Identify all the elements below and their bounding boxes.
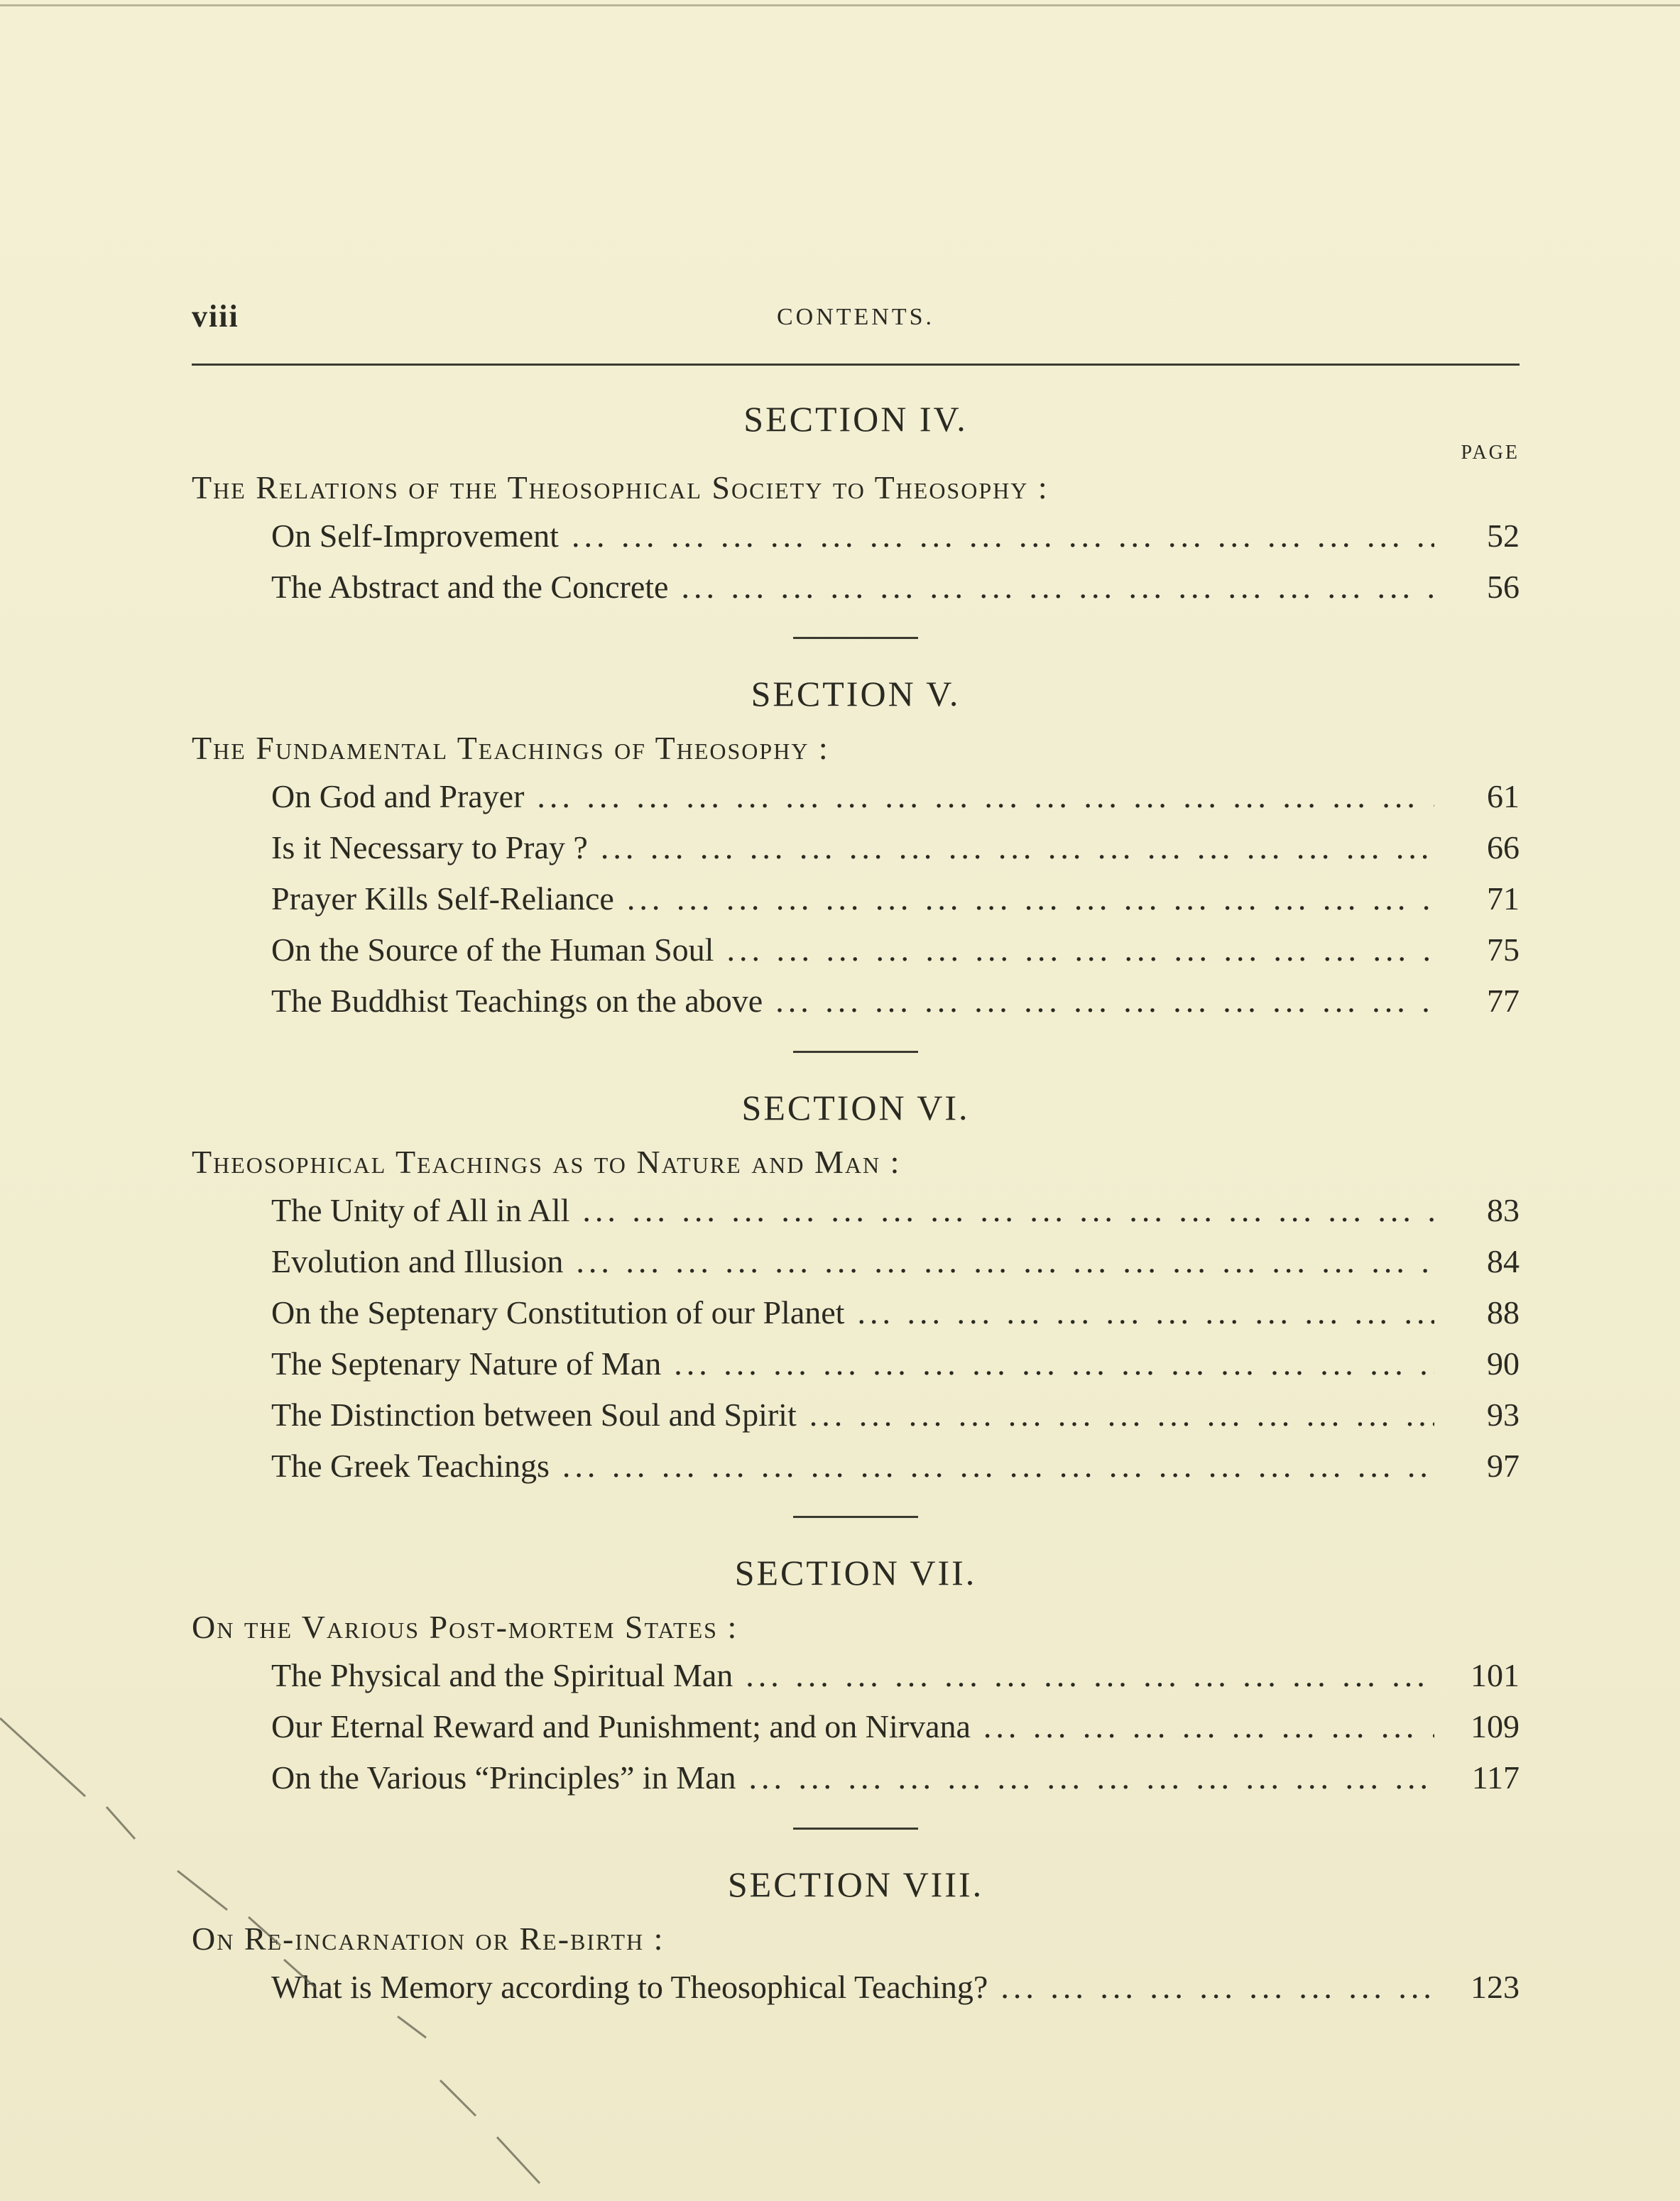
running-title: CONTENTS.	[776, 304, 935, 330]
page-column-label: PAGE	[1461, 442, 1520, 464]
toc-entry-title: The Unity of All in All	[271, 1192, 570, 1228]
section-title: SECTION IV.	[743, 399, 968, 439]
page-folio: viii	[192, 299, 239, 334]
leader-dots	[601, 822, 1434, 873]
toc-entry-title: The Buddhist Teachings on the above	[271, 983, 763, 1019]
leader-dots	[627, 873, 1434, 924]
toc-entry-page: 56	[1487, 569, 1520, 605]
section-title: SECTION V.	[751, 674, 961, 714]
toc-entry-page: 71	[1487, 880, 1520, 917]
toc-entry[interactable]	[192, 1389, 1520, 1441]
toc-entry-page: 88	[1487, 1294, 1520, 1331]
toc-entry-page: 109	[1471, 1708, 1520, 1744]
toc-entry-page: 52	[1487, 518, 1520, 554]
toc-entry-page: 77	[1487, 983, 1520, 1019]
section-separator	[793, 1051, 918, 1053]
section-part-title: On Re-incarnation or Re-birth :	[192, 1921, 665, 1957]
leader-dots	[537, 771, 1434, 822]
toc-entry-page: 61	[1487, 778, 1520, 814]
leader-dots	[775, 976, 1434, 1027]
toc-entry-title: On God and Prayer	[271, 778, 525, 814]
toc-entry-title: The Greek Teachings	[271, 1448, 550, 1484]
toc-entry[interactable]	[192, 510, 1520, 562]
section-title: SECTION VI.	[741, 1088, 970, 1127]
toc-entry-title: On Self-Improvement	[271, 518, 559, 554]
toc-entry[interactable]	[192, 1287, 1520, 1338]
toc-entry[interactable]	[192, 822, 1520, 873]
leader-dots	[809, 1389, 1434, 1441]
toc-entry[interactable]	[192, 1185, 1520, 1236]
toc-entry-page: 66	[1487, 829, 1520, 865]
toc-entry-title: What is Memory according to Theosophical Teaching?	[271, 1969, 988, 2005]
leader-dots	[572, 510, 1434, 562]
toc-entry[interactable]	[192, 873, 1520, 924]
section-part-title: Theosophical Teachings as to Nature and Man :	[192, 1144, 901, 1180]
toc-entry-title: Prayer Kills Self-Reliance	[271, 880, 614, 917]
toc-entry[interactable]	[192, 976, 1520, 1027]
toc-entry-page: 117	[1471, 1759, 1520, 1796]
toc-entry-title: The Septenary Nature of Man	[271, 1345, 662, 1382]
toc-entry[interactable]	[192, 1441, 1520, 1492]
toc-entry-page: 101	[1471, 1657, 1520, 1693]
section-part-title: The Relations of the Theosophical Society to Theosophy :	[192, 469, 1049, 506]
toc-entry[interactable]	[192, 1338, 1520, 1389]
toc-entry-title: The Distinction between Soul and Spirit	[271, 1397, 797, 1433]
section-separator	[793, 637, 918, 639]
page-top-edge	[0, 4, 1680, 6]
toc-entry[interactable]	[192, 562, 1520, 613]
toc-entry[interactable]	[192, 1962, 1520, 2013]
leader-dots	[1000, 1962, 1434, 2013]
toc-entry[interactable]	[192, 1752, 1520, 1803]
toc-entry-page: 83	[1487, 1192, 1520, 1228]
section-part-title: On the Various Post-mortem States :	[192, 1609, 738, 1645]
leader-dots	[674, 1338, 1434, 1389]
leader-dots	[681, 562, 1434, 613]
leader-dots	[726, 924, 1434, 976]
toc-entry-title: The Physical and the Spiritual Man	[271, 1657, 733, 1693]
section-part-title: The Fundamental Teachings of Theosophy :	[192, 730, 829, 766]
leader-dots	[749, 1752, 1434, 1803]
leader-dots	[857, 1287, 1434, 1338]
header-rule	[192, 364, 1520, 366]
toc-entry[interactable]	[192, 1650, 1520, 1701]
table-of-contents	[192, 394, 1520, 2013]
toc-entry-page: 123	[1471, 1969, 1520, 2005]
leader-dots	[983, 1701, 1434, 1752]
toc-entry[interactable]	[192, 1236, 1520, 1287]
toc-entry-title: Is it Necessary to Pray ?	[271, 829, 588, 865]
section-title: SECTION VII.	[734, 1553, 977, 1593]
toc-entry-page: 93	[1487, 1397, 1520, 1433]
toc-entry[interactable]	[192, 1701, 1520, 1752]
toc-entry-title: Our Eternal Reward and Punishment; and on Nirvana	[271, 1708, 971, 1744]
toc-entry-page: 84	[1487, 1243, 1520, 1279]
leader-dots	[582, 1185, 1434, 1236]
toc-entry-title: The Abstract and the Concrete	[271, 569, 669, 605]
toc-entry-title: On the Various “Principles” in Man	[271, 1759, 736, 1796]
toc-entry[interactable]	[192, 771, 1520, 822]
toc-entry-title: On the Septenary Constitution of our Planet	[271, 1294, 845, 1331]
leader-dots	[576, 1236, 1434, 1287]
section-title: SECTION VIII.	[727, 1864, 984, 1904]
section-separator	[793, 1828, 918, 1830]
toc-entry-page: 97	[1487, 1448, 1520, 1484]
leader-dots	[562, 1441, 1434, 1492]
page-header	[192, 298, 1520, 341]
toc-entry-title: On the Source of the Human Soul	[271, 932, 714, 968]
leader-dots	[746, 1650, 1434, 1701]
toc-entry-page: 90	[1487, 1345, 1520, 1382]
section-separator	[793, 1516, 918, 1518]
toc-entry[interactable]	[192, 924, 1520, 976]
toc-entry-title: Evolution and Illusion	[271, 1243, 564, 1279]
toc-entry-page: 75	[1487, 932, 1520, 968]
